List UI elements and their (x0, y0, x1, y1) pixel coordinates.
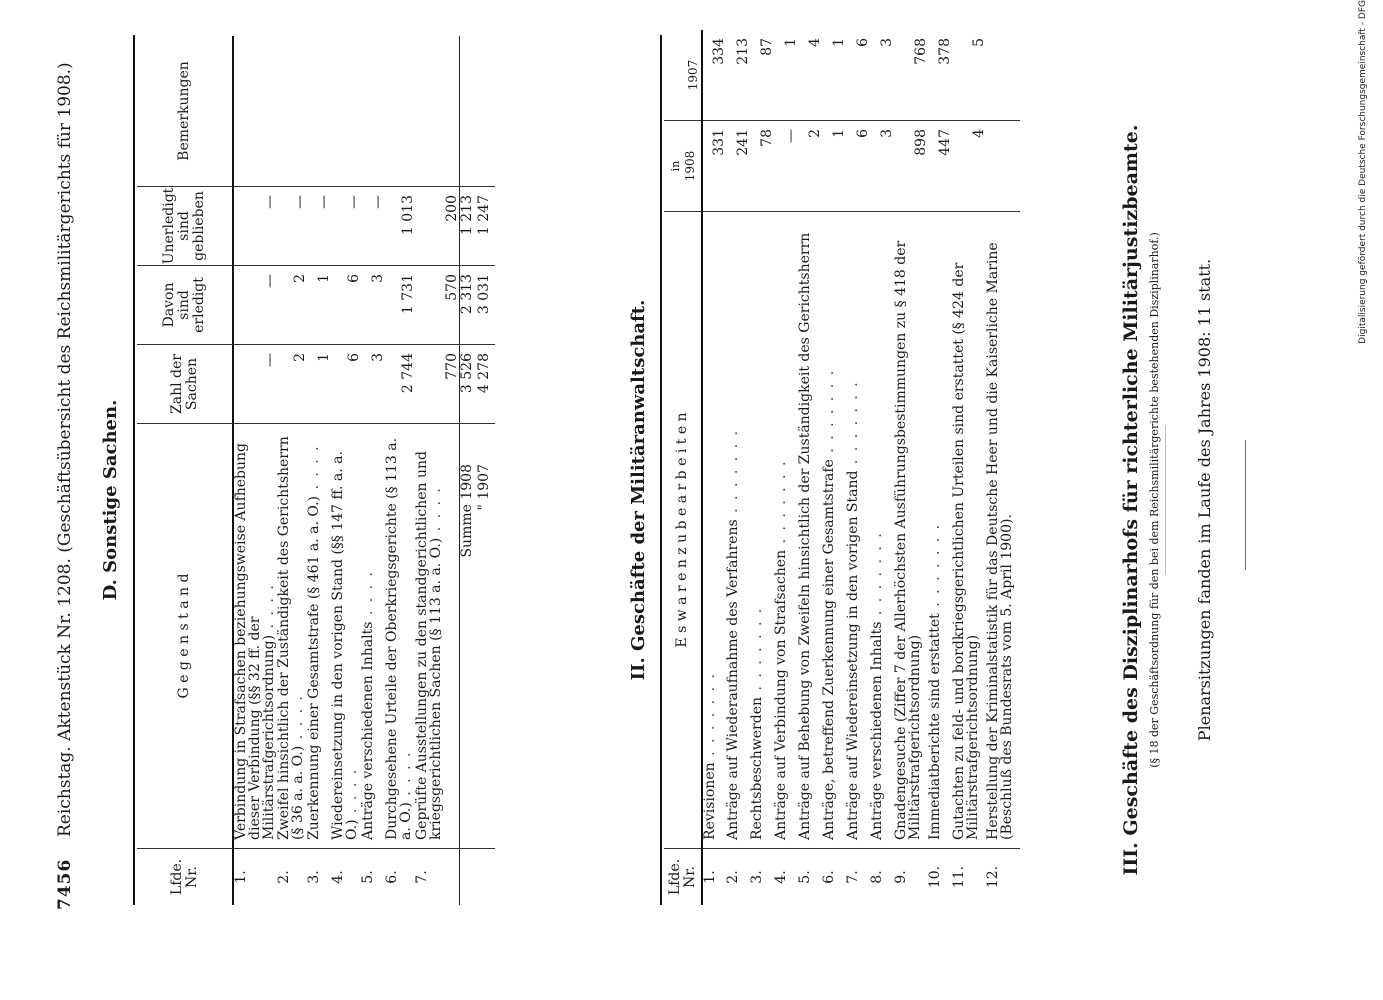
row-remarks (233, 36, 277, 187)
row-subject-text: Anträge auf Verbindung von Strafsachen (773, 549, 789, 840)
row-done: 1 731 (385, 266, 415, 345)
col-remarks-header: Bemerkungen (137, 36, 233, 187)
row-done: 6 (331, 266, 361, 345)
leader-dots: . . . . (344, 767, 360, 820)
page-header (55, 62, 75, 910)
row-nr: 1. (233, 870, 249, 884)
section-ii-table-wrap (660, 25, 1020, 905)
row-open: 1 013 (385, 187, 415, 266)
table-row (870, 30, 894, 905)
leader-dots: . . . . (290, 694, 306, 746)
row-nr: 4. (773, 870, 789, 884)
table-row (415, 36, 459, 905)
sum-label: Summe 1908 (459, 424, 477, 849)
row-count: 770 (415, 345, 459, 424)
row-1908: — (774, 121, 798, 212)
section-iii-text: Plenarsitzungen fanden im Laufe des Jahres 1908: 11 statt. (1195, 258, 1214, 742)
row-subject (307, 424, 331, 849)
sum-remarks (459, 36, 477, 187)
ornament-line (1245, 440, 1246, 570)
row-remarks (331, 36, 361, 187)
row-subject-text: Zweifel hinsichtlich der Zuständigkeit des Gerichtsherrn (§ 36 a. a. O.) (276, 436, 306, 840)
row-subject-text: Durchgesehene Urteile der Oberkriegsgerichte (§ 113 a. a. O.) (384, 437, 414, 840)
row-1907: 87 (750, 30, 774, 121)
col-count-header: Zahl der Sachen (137, 345, 233, 424)
leader-dots: . . . . . . . (702, 672, 718, 763)
sum-done: 3 031 (477, 266, 495, 345)
sum-row (459, 36, 477, 905)
row-nr: 2. (725, 870, 741, 884)
table-row (822, 30, 846, 905)
row-1908 (986, 121, 1020, 212)
table-row (702, 30, 726, 905)
row-subject (233, 424, 277, 849)
header-text: Reichstag. Aktenstück Nr. 1208. (Geschäftsübersicht des Reichsmilitärgerichts für 1908.) (55, 62, 75, 838)
row-count: 3 (361, 345, 385, 424)
section-iii-subtitle: (§ 18 der Geschäftsordnung für den bei dem Reichsmilitärgerichte bestehenden Disziplinarhof.) (1148, 232, 1161, 768)
col-done-header: Davon sind erledigt (137, 266, 233, 345)
leader-dots: . . . . (261, 583, 277, 635)
row-subject (361, 424, 385, 849)
sum-label: " 1907 (477, 424, 495, 849)
row-subject (726, 212, 750, 849)
row-subject (952, 212, 986, 849)
col-nr-header: Lfde. Nr. (137, 849, 233, 906)
sum-row (477, 36, 495, 905)
table-row (726, 30, 750, 905)
row-1908: 447 (928, 121, 952, 212)
row-open: — (361, 187, 385, 266)
leader-dots: . . . . (360, 569, 376, 622)
row-done: 570 (415, 266, 459, 345)
row-nr: 4. (330, 870, 346, 884)
row-1908: 331 (702, 121, 726, 212)
row-subject (870, 212, 894, 849)
row-subject (774, 212, 798, 849)
row-subject (385, 424, 415, 849)
row-nr: 6. (384, 870, 400, 884)
col2-1908-label: 1908 (682, 150, 697, 182)
row-subject (798, 212, 822, 849)
table-row (385, 36, 415, 905)
row-remarks (361, 36, 385, 187)
table-row (952, 30, 986, 905)
row-count: 2 (277, 345, 307, 424)
row-nr: 9. (893, 870, 909, 884)
row-subject-text: Verbindung in Strafsachen beziehungsweise Aufhebung dieser Verbindung (§§ 32 ff. der Militärstrafgerichtsordnung) (233, 442, 277, 840)
section-d-title: D. Sonstige Sachen. (100, 399, 121, 601)
row-nr: 2. (276, 870, 292, 884)
row-nr: 7. (845, 870, 861, 884)
table-row (331, 36, 361, 905)
row-1908: 2 (798, 121, 822, 212)
leader-dots: . . . . . . . (845, 380, 861, 471)
row-1907: 378 (928, 30, 952, 121)
row-1907: 1 (774, 30, 798, 121)
table-row (798, 30, 822, 905)
sum-done: 2 313 (459, 266, 477, 345)
section-ii-body (702, 30, 1020, 905)
row-done: — (233, 266, 277, 345)
row-subject (822, 212, 846, 849)
table-row (233, 36, 277, 905)
leader-dots: . . . . . . . (821, 368, 837, 460)
row-nr: 5. (797, 870, 813, 884)
leader-dots: . . . . . . . (869, 531, 885, 622)
row-1907: 1 (822, 30, 846, 121)
table-row (307, 36, 331, 905)
col2-subject-header: E s w a r e n z u b e a r b e i t e n (664, 212, 702, 849)
row-1908: 3 (870, 121, 894, 212)
row-nr: 3. (749, 870, 765, 884)
row-open: — (307, 187, 331, 266)
row-1907 (986, 30, 1020, 121)
row-subject-text: Revisionen (702, 762, 718, 840)
row-nr: 8. (869, 870, 885, 884)
row-subject (750, 212, 774, 849)
leader-dots: . . . . (398, 750, 414, 803)
section-ii-table (664, 30, 1020, 905)
row-subject (331, 424, 361, 849)
col2-in-label: in (668, 160, 682, 172)
sum-open: 1 213 (459, 187, 477, 266)
row-subject (894, 212, 928, 849)
section-d-header-row (137, 36, 233, 905)
row-1908: 78 (750, 121, 774, 212)
row-remarks (415, 36, 459, 187)
leader-dots: . . . . . . . (725, 429, 741, 520)
row-nr: 7. (414, 870, 430, 884)
row-done: 3 (361, 266, 385, 345)
row-subject-text: Herstellung der Kriminalstatistik für das Deutsche Heer und die Kaiserliche Marine (Beschluß des Bundesrats vom 5. April 1900). (985, 242, 1015, 840)
row-done: 2 (277, 266, 307, 345)
row-count: 1 (307, 345, 331, 424)
row-subject-text: Geprüfte Ausstellungen zu den standgerichtlichen und kriegsgerichtlichen Sachen (§ 113 a. a. O.) (414, 451, 444, 840)
row-subject-text: Anträge auf Wiederaufnahme des Verfahrens (725, 519, 741, 840)
section-ii-title: II. Geschäfte der Militäranwaltschaft. (628, 299, 649, 681)
row-count: — (233, 345, 277, 424)
row-1907: 334 (702, 30, 726, 121)
section-ii-header-row (664, 30, 702, 905)
row-subject-text: Wiedereinsetzung in den vorigen Stand (§§ 147 ff. a. a. O.) (330, 451, 360, 840)
row-subject-text: Gnadengesuche (Ziffer 7 der Allerhöchsten Ausführungsbestimmungen zu § 418 der Militärstrafgerichtsordnung) (893, 240, 923, 840)
row-subject (702, 212, 726, 849)
col2-1908-header (664, 121, 702, 212)
row-remarks (385, 36, 415, 187)
section-d-table-wrap (133, 25, 495, 905)
table-row (750, 30, 774, 905)
row-nr: 3. (306, 870, 322, 884)
sum-remarks (477, 36, 495, 187)
sum-open: 1 247 (477, 187, 495, 266)
row-nr: 5. (360, 870, 376, 884)
leader-dots: . . . . . . . (773, 459, 789, 550)
row-subject (277, 424, 307, 849)
row-open: — (331, 187, 361, 266)
leader-dots: . . . . . . . (749, 606, 765, 697)
row-subject (986, 212, 1020, 849)
col2-nr-header: Lfde. Nr. (664, 849, 702, 906)
sum-blank (459, 849, 477, 906)
row-1907: 6 (846, 30, 870, 121)
section-d-table (137, 36, 495, 905)
row-subject-text: Anträge verschiedenen Inhalts (869, 621, 885, 840)
row-subject-text: Anträge auf Wiedereinsetzung in den vorigen Stand (845, 470, 861, 840)
row-nr: 10. (927, 865, 943, 889)
row-subject-text: Rechtsbeschwerden (749, 696, 765, 840)
row-subject (415, 424, 459, 849)
row-count: 2 744 (385, 345, 415, 424)
row-1908: 898 (894, 121, 928, 212)
col-open-header: Unerledigt sind geblieben (137, 187, 233, 266)
table-row (846, 30, 870, 905)
row-1907: 768 (894, 30, 928, 121)
dfg-watermark (1358, 0, 1368, 700)
sum-blank (477, 849, 495, 906)
row-1908: 241 (726, 121, 750, 212)
leader-dots: . . . . (306, 444, 322, 496)
col2-1907-header (664, 30, 702, 121)
row-subject-text: Immediatberichte sind erstattet (927, 613, 943, 840)
sum-count: 3 526 (459, 345, 477, 424)
row-nr: 1. (702, 870, 718, 884)
row-nr: 11. (951, 865, 967, 889)
leader-dots: . . . . . . . (927, 522, 943, 614)
table-row (361, 36, 385, 905)
row-1907: 4 (798, 30, 822, 121)
row-1907: 3 (870, 30, 894, 121)
row-subject-text: Gutachten zu feld- und bordkriegsgerichtlichen Urteilen sind erstattet (§ 424 der Militärstrafgerichtsordnung) (951, 262, 981, 840)
row-nr: 12. (985, 865, 1001, 889)
dfg-watermark-text: Digitalisierung gefördert durch die Deutsche Forschungsgemeinschaft - DFG (1358, 0, 1368, 344)
col-subject-header: G e g e n s t a n d (137, 424, 233, 849)
section-d-body (233, 36, 495, 905)
page-number: 7456 (55, 858, 75, 910)
section-iii-title: III. Geschäfte des Disziplinarhofs für richterliche Militärjustizbeamte. (1120, 124, 1142, 876)
table-row (894, 30, 928, 905)
row-remarks (277, 36, 307, 187)
col2-1907-label: 1907 (686, 59, 700, 91)
row-subject-text: Anträge, betreffend Zuerkennung einer Gesamtstrafe (821, 459, 837, 840)
row-remarks (307, 36, 331, 187)
row-subject-text: Zuerkennung einer Gesamtstrafe (§ 461 a. a. O.) (306, 496, 322, 840)
sum-count: 4 278 (477, 345, 495, 424)
table-row (986, 30, 1020, 905)
row-open: — (277, 187, 307, 266)
row-subject (846, 212, 870, 849)
row-subject (928, 212, 952, 849)
row-count: 6 (331, 345, 361, 424)
row-open: — (233, 187, 277, 266)
row-1908: 6 (846, 121, 870, 212)
row-subject-text: Anträge auf Behebung von Zweifeln hinsichtlich der Zuständigkeit des Gerichtsherrn (797, 232, 813, 840)
row-1907: 213 (726, 30, 750, 121)
ornament-line (1165, 425, 1166, 575)
row-open: 200 (415, 187, 459, 266)
row-1907: 5 (952, 30, 986, 121)
table-row (277, 36, 307, 905)
row-1908: 4 (952, 121, 986, 212)
row-subject-text: Anträge verschiedenen Inhalts (360, 621, 376, 840)
leader-dots: . . . . (428, 486, 444, 538)
table-row (928, 30, 952, 905)
row-nr: 6. (821, 870, 837, 884)
row-done: 1 (307, 266, 331, 345)
row-1908: 1 (822, 121, 846, 212)
table-row (774, 30, 798, 905)
